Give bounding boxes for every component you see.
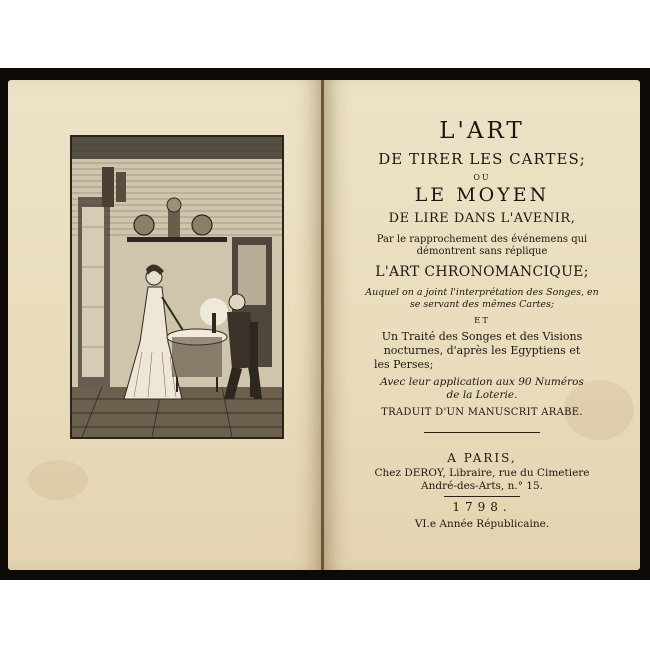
subtitle-line-4: se servant des mêmes Cartes; [409, 299, 555, 310]
book-background [0, 68, 650, 580]
engraving-scene [72, 137, 282, 437]
divider-rule [424, 432, 540, 433]
imprint-year: 1798. [452, 500, 512, 514]
imprint-city: A PARIS, [447, 451, 517, 465]
title-line-moyen: LE MOYEN [414, 184, 550, 206]
imprint-publisher: Chez DEROY, Libraire, rue du Cimetiere [374, 467, 590, 479]
subtitle-line-1: Par le rapprochement des événemens qui [376, 234, 588, 245]
paper-stain [28, 460, 88, 500]
imprint-republican-year: VI.e Année Républicaine. [414, 518, 550, 530]
subtitle-line-9: de la Loterie. [446, 389, 518, 401]
divider-rule [444, 496, 520, 497]
subtitle-line-3: Auquel on a joint l'interprétation des Songes, en [365, 287, 599, 298]
title-line-et: ET [474, 316, 490, 326]
title-line-ou: OU [473, 173, 491, 182]
title-page [324, 80, 640, 570]
title-line-tirer: DE TIRER LES CARTES; [378, 150, 586, 168]
translation-note: TRADUIT D'UN MANUSCRIT ARABE. [381, 407, 583, 418]
subtitle-line-6: nocturnes, d'après les Egyptiens et [383, 344, 581, 357]
subtitle-line-5: Un Traité des Songes et des Visions [381, 330, 583, 343]
left-page [8, 80, 322, 570]
title-main: L'ART [439, 118, 525, 144]
engraving-illustration [70, 135, 284, 439]
title-line-lire: DE LIRE DANS L'AVENIR, [388, 211, 576, 226]
subtitle-line-2: démontrent sans réplique [416, 246, 548, 257]
subtitle-line-8: Avec leur application aux 90 Numéros [380, 376, 584, 388]
subtitle-line-7: les Perses; [374, 358, 434, 371]
title-line-chronomancique: L'ART CHRONOMANCIQUE; [375, 264, 589, 280]
imprint-address: André-des-Arts, n.° 15. [421, 480, 543, 492]
